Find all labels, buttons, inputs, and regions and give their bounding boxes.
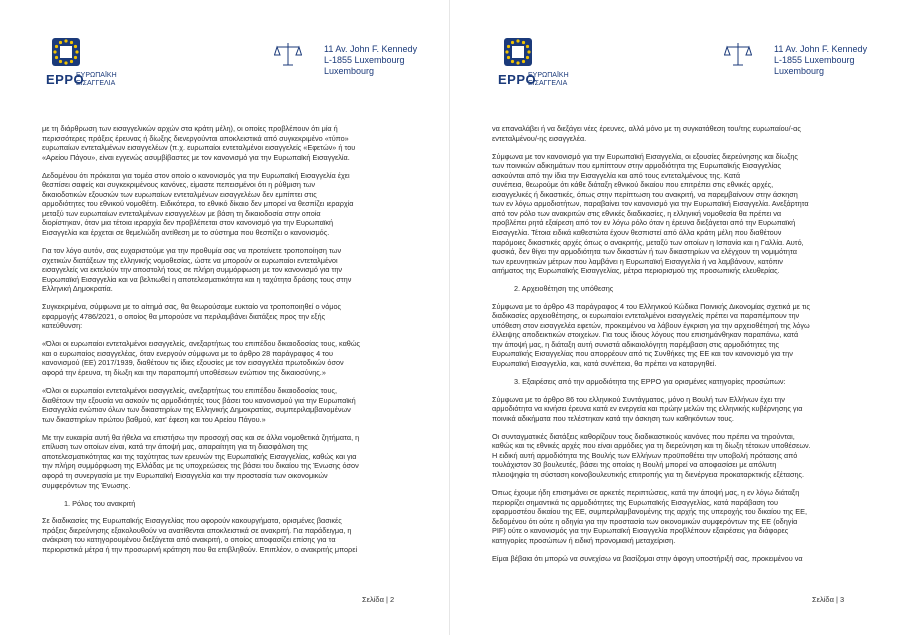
text-line: με τη διάρθρωση των εισαγγελικών αρχών στα κράτη μέλη), οι οποίες προβλέπουν ότι μία ή xyxy=(42,124,338,133)
text-line: διορίστηκαν, όταν μια τέτοια ιεραρχία δεν προβλέπεται στον κανονισμό για την Ευρωπαϊκή xyxy=(42,218,334,228)
text-line: Σύμφωνα με το άρθρο 43 παράγραφος 4 του Ελληνικού Κώδικα Ποινικής Δικονομίας σχετικά με τις xyxy=(492,301,810,311)
paragraph xyxy=(492,124,856,143)
text-line: θεσπίσει σαφείς και συγκεκριμένους κανόνες, είμαστε πεπεισμένοι ότι η ρύθμιση των xyxy=(42,180,316,190)
text-line: σχετικών διατάξεων της ελληνικής νομοθεσίας, ώστε να μπορούν οι ευρωπαίοι εντεταλμένοι xyxy=(42,255,338,265)
text-line: την άποψή μας, η διάταξη αυτή συνιστά αδικαιολόγητη παρέμβαση στις αρμοδιότητες της xyxy=(492,339,780,349)
text-line: των ερευνητικών μέτρων που λαμβάνει η Ευρωπαϊκή Εισαγγελία ή να λαμβάνουν, κατόπιν xyxy=(492,256,783,266)
text-line: Εισαγγελία. Τέτοια ειδικά καθεστώτα έχουν θεσπιστεί από άλλα κράτη μέλη που διαθέτουν xyxy=(492,227,782,237)
paragraph xyxy=(492,488,856,545)
text-line: των δικαστηρίων πρώτου βαθμού, κατ' έφεση και του Αρείου Πάγου.» xyxy=(42,414,266,424)
text-line: ποινικά αδικήματα που τελέστηκαν κατά την άσκηση των καθηκόντων τους. xyxy=(492,413,734,423)
section-heading-2: 2. Αρχειοθέτηση της υπόθεσης xyxy=(514,284,614,294)
text-line: Με την ευκαιρία αυτή θα ήθελα να επιστήσω την προσοχή σας και σε άλλα νομοθετικά ζητήματα, η xyxy=(42,432,360,442)
text-line: φυσικά, δεν θίγει την αρμοδιότητα των δικαστών ή των δικαστηρίων να ελέγχουν τη νομιμότητα xyxy=(492,247,797,257)
text-line: διαδικασίες αρχειοθέτησης, οι ευρωπαίοι εντεταλμένοι εισαγγελείς πρέπει να παραπέμπουν την xyxy=(492,311,800,321)
text-line: Είμαι βέβαια ότι μπορώ να συνεχίσω να βασίζομαι στην άφογη υποστήριξή σας, προκειμένου να xyxy=(492,553,803,563)
text-line: από τον ρόλο των ανακριτών στις εθνικές διαδικασίες, η ελληνική νομοθεσία θα πρέπει να xyxy=(492,208,782,218)
paragraph xyxy=(42,171,406,238)
eppo-logo xyxy=(42,30,118,87)
text-line: καθώς και τις εθνικές αρχές που είναι αρμόδιες για τη διερεύνηση και τη δίωξη τέτοιων υποθέσεων. xyxy=(492,441,811,451)
text-line: και ο ευρωπαίος εισαγγελέας, όταν ενεργούν σύμφωνα με το άρθρο 28 παράγραφος 4 του xyxy=(42,348,333,358)
text-line: Σε διαδικασίες της Ευρωπαϊκής Εισαγγελίας που αφορούν κακουργήματα, ορισμένες βασικές xyxy=(42,516,342,526)
text-line: Ελληνική Δημοκρατία. xyxy=(42,284,113,294)
text-line: αφορά την έρευνα, τη δίωξη και την παραπομπή υποθέσεων ενώπιον της δικαιοσύνης.» xyxy=(42,368,326,378)
text-line: έλλειψης αποδεικτικών στοιχείων. Για τους ίδιους λόγους που επισημάνθηκαν παραπάνω, κατά xyxy=(492,330,799,340)
text-line: κατεύθυνση: xyxy=(42,321,83,331)
text-line: Ευρωπαϊκή Εισαγγελία, και, κατά συνέπεια, θα πρέπει να καταργηθεί. xyxy=(492,359,717,369)
text-line: ανάκριση του κατηγορουμένου διεξάγεται από ανακριτή, ο οποίος αποφασίζει επίσης για τα xyxy=(42,535,336,545)
address-line: 11 Av. John F. Kennedy xyxy=(774,44,868,54)
text-line: τουλάχιστον 30 βουλευτές, βάσει της οποίας η Βουλή μπορεί να αποφασίσει με απόλυτη xyxy=(492,460,777,470)
text-line: εφαρμοστέου δικαίου της ΕΕ, συμπεριλαμβανομένης της αρχής της υπεροχής του δικαίου της ΕΕ, xyxy=(492,507,808,517)
eu-stars-logo-icon xyxy=(496,30,540,74)
text-line: συνέπεια, θεωρούμε ότι κάθε διάταξη εθνικού δικαίου που επιτρέπει στις εθνικές αρχές, xyxy=(492,180,774,190)
page-number: Σελίδα | 3 xyxy=(812,595,845,604)
paragraph xyxy=(42,246,406,294)
scales-of-justice-icon xyxy=(274,40,302,68)
text-line: αιτήματος της Ευρωπαϊκής Εισαγγελίας, μέτρα περιορισμού της προσωπικής ελευθερίας. xyxy=(492,266,780,276)
address-line: L-1855 Luxembourg xyxy=(774,55,855,65)
text-line: επίλυση των οποίων είναι, κατά την άποψή μας, απαραίτητη για τη διασφάλιση της xyxy=(42,442,308,452)
logo-sub-line: ΕΙΣΑΓΓΕΛΙΑ xyxy=(528,80,568,87)
text-line: Δεδομένου ότι πρόκειται για τομέα στον οποίο ο κανονισμός για την Ευρωπαϊκή Εισαγγελία έχει xyxy=(42,170,350,180)
text-line: προβλέπει ρητά εξαίρεση από τον εν λόγω ρόλο όταν η έρευνα διεξάγεται από την Ευρωπαϊκή xyxy=(492,218,796,228)
text-line: Σύμφωνα με τον κανονισμό για την Ευρωπαϊκή Εισαγγελία, οι εξουσίες διερεύνησης και δίωξης xyxy=(492,151,798,161)
logo-sub-line: ΕΥΡΩΠΑΪΚΗ xyxy=(76,72,117,79)
text-line: αφορά τη συνεργασία με την Ευρωπαϊκή Εισαγγελία και την προστασία των οικονομικών xyxy=(42,470,328,480)
text-line: ασκούνται από την ίδια την Εισαγγελία και από τους εντεταλμένους της. Κατά xyxy=(492,170,741,180)
text-line: να επαναλάβει ή να διεξάγει νέες έρευνες, αλλά μόνο με τη συγκατάθεση του/της ευρωπαίου/-ας xyxy=(492,124,801,133)
document-page-3 xyxy=(450,0,899,635)
paragraph xyxy=(42,516,406,554)
quote-paragraph xyxy=(42,339,406,377)
logo-sub-line: ΕΥΡΩΠΑΪΚΗ xyxy=(528,72,569,79)
text-line: των εν λόγω αρμοδιοτήτων, παραβαίνει τον κανονισμό για την Ευρωπαϊκή Εισαγγελία. Ανεξάρτητα xyxy=(492,199,809,209)
text-line: συμφερόντων της Ένωσης. xyxy=(42,480,131,490)
text-line: πλειοψηφία τη σύσταση κοινοβουλευτικής επιτροπής για τη διενέργεια προκαταρκτικής εξέτασης. xyxy=(492,469,805,479)
text-line: αρμοδιότητες του εθνικού νομοθέτη. Ειδικότερα, το εθνικό δίκαιο δεν μπορεί να θεσπίζει ιεραρχία xyxy=(42,199,354,209)
logo-subtitle xyxy=(528,72,588,88)
page-number: Σελίδα | 2 xyxy=(362,595,395,604)
text-line: PIF) ούτε ο κανονισμός για την Ευρωπαϊκή Εισαγγελία προβλέπουν εξαιρέσεις για διάφορες xyxy=(492,526,789,536)
address-block xyxy=(774,44,867,77)
section-heading-3: 3. Εξαιρέσεις από την αρμοδιότητα της EPPO για ορισμένες κατηγορίες προσώπων: xyxy=(514,377,786,387)
paragraph xyxy=(492,152,856,276)
paragraph xyxy=(42,302,406,331)
logo-sub-line: ΕΙΣΑΓΓΕΛΙΑ xyxy=(76,80,116,87)
logo-acronym: EPPO xyxy=(498,72,537,87)
paragraph xyxy=(492,302,856,369)
paragraph xyxy=(492,395,856,424)
paragraph xyxy=(42,124,406,162)
text-line: δικαιοδοτικών εξουσιών των ευρωπαίων εντεταλμένων εισαγγελέων δεν εμπίπτει στις xyxy=(42,189,317,199)
text-line: Όπως έχουμε ήδη επισημάνει σε αρκετές περιπτώσεις, κατά την άποψή μας, η εν λόγω διάταξη xyxy=(492,488,800,497)
address-line: 11 Av. John F. Kennedy xyxy=(324,44,418,54)
text-line: αποτελεσματικότητας και της ταχύτητας των ερευνών της Ευρωπαϊκής Εισαγγελίας, καθώς και για xyxy=(42,451,357,461)
section-heading-1: 1. Ρόλος του ανακριτή xyxy=(64,498,136,508)
text-line: Σύμφωνα με το άρθρο 86 του ελληνικού Συντάγματος, μόνο η Βουλή των Ελλήνων έχει την xyxy=(492,394,785,404)
address-line: L-1855 Luxembourg xyxy=(324,55,405,65)
page-body xyxy=(492,124,856,572)
eu-stars-logo-icon xyxy=(44,30,88,74)
text-line: δεδομένου ότι ούτε η οδηγία για την προστασία των οικονομικών συμφερόντων της ΕΕ (οδηγία xyxy=(492,516,798,526)
text-line: κανονισμού (ΕΕ) 2017/1939, διαθέτουν τις ίδιες εξουσίες με τον εισαγγελέα πρωτοδικών όσον xyxy=(42,358,344,368)
text-line: εφαρμογής 4786/2021, ο οποίος θα μπορούσε να περιλαμβάνει διατάξεις προς την εξής xyxy=(42,311,326,321)
text-line: «Όλοι οι ευρωπαίοι εντεταλμένοι εισαγγελείς, ανεξαρτήτως του επιπέδου δικαιοδοσίας τους, xyxy=(42,386,337,396)
address-line: Luxembourg xyxy=(324,66,375,76)
text-line: μεταξύ των ευρωπαίων εντεταλμένων εισαγγελέων με βάση τη δικαιοδοσία στην οποία xyxy=(42,208,321,218)
logo-acronym: EPPO xyxy=(46,72,85,87)
eppo-logo xyxy=(494,30,570,87)
scales-of-justice-icon xyxy=(724,40,752,68)
quote-paragraph xyxy=(42,386,406,424)
text-line: Ευρωπαϊκή Εισαγγελία και να βελτιωθεί η αποτελεσματικότητα και η ταχύτητα δράσης τους στην xyxy=(42,274,352,284)
text-line: Η ειδική αυτή αρμοδιότητα της Βουλής των Ελλήνων προϋποθέτει την υποβολή πρότασης από xyxy=(492,450,798,460)
text-line: Εισαγγελία και έρχεται σε θεμελιώδη αντίθεση με το σύστημα που θεσπίζει ο κανονισμός. xyxy=(42,227,330,237)
address-line: Luxembourg xyxy=(774,66,825,76)
text-line: «Όλοι οι ευρωπαίοι εντεταλμένοι εισαγγελείς, ανεξαρτήτως του επιπέδου δικαιοδοσίας τους, καθώς xyxy=(42,339,361,349)
logo-subtitle xyxy=(76,72,136,88)
text-line: διαθέτουν την εξουσία να ασκούν τις αρμοδιότητές τους βάσει του κανονισμού για την Ευρωπαϊκή xyxy=(42,395,356,405)
paragraph xyxy=(492,432,856,480)
text-line: εντεταλμένου/-ης εισαγγελέα. xyxy=(492,133,587,143)
text-line: Για τον λόγο αυτόν, σας ευχαριστούμε για την προθυμία σας να προτείνετε τροποποίηση των xyxy=(42,246,342,256)
text-line: «Αρείου Πάγου», είναι εγγενώς ασυμβίβαστες με τον κανονισμό για την Ευρωπαϊκή Εισαγγελία. xyxy=(42,152,350,162)
address-block xyxy=(324,44,417,77)
text-line: υπόθεση στον εισαγγελέα εφετών, προκειμένου να λάβουν έγκριση για την αρχειοθέτησή της λόγω xyxy=(492,320,810,330)
text-line: Οι συνταγματικές διατάξεις καθορίζουν τους διαδικαστικούς κανόνες που πρέπει να τηρούνται, xyxy=(492,431,795,441)
paragraph xyxy=(42,433,406,490)
text-line: κατηγορίες προσώπων ή ειδική προνομιακή μεταχείριση. xyxy=(492,535,676,545)
paragraph xyxy=(492,554,856,564)
text-line: περιοριστικά μέτρα ή την προσωρινή κράτηση που θα επιβληθούν. Επιπλέον, ο ανακριτής μπορεί xyxy=(42,544,358,554)
text-line: παρόμοιες δικαστικές αρχές όπως ο ανακριτής, μεταξύ των οποίων η Ισπανία και η Γαλλία. Αυτό, xyxy=(492,237,804,247)
text-line: περισσότερες πράξεις έρευνας ή δίωξης διενεργούνται αποκλειστικά από συγκεκριμένο «τύπο» xyxy=(42,133,349,143)
text-line: Εισαγγελία ενώπιον όλων των δικαστηρίων της Ελληνικής Δημοκρατίας, συμπεριλαμβανομένων xyxy=(42,405,351,415)
text-line: αρμοδιότητα να κινήσει έρευνα κατά εν ενεργεία και πρώην μελών της ελληνικής κυβέρνησης για xyxy=(492,404,803,414)
text-line: πράξεις διερεύνησης εξακολουθούν να ανατίθενται αποκλειστικά σε ανακριτή. Για παράδειγμα, η xyxy=(42,525,352,535)
page-body xyxy=(42,124,406,563)
text-line: Ευρωπαϊκής Εισαγγελίας που απορρέουν από τις Συνθήκες της ΕΕ και τον κανονισμό για την xyxy=(492,349,793,359)
text-line: την πλήρη συμμόρφωση της Ελλάδας με τις υποχρεώσεις της βάσει του δικαίου της Ένωσης όσον xyxy=(42,461,359,471)
text-line: περιορίζει σημαντικά τις αρμοδιότητες της Ευρωπαϊκής Εισαγγελίας, κατά παράβαση του xyxy=(492,497,778,507)
text-line: εισαγγελείς να εκτελούν την αποστολή τους σε πλήρη συμμόρφωση με τον κανονισμό για την xyxy=(42,265,343,275)
text-line: των ποινικών αδικημάτων που εμπίπτουν στην αρμοδιότητα της Ευρωπαϊκής Εισαγγελίας xyxy=(492,161,782,171)
document-page-2 xyxy=(0,0,449,635)
text-line: Συγκεκριμένα, σύμφωνα με το αίτημά σας, θα θεωρούσαμε ευκταίο να τροποποιηθεί ο νόμος xyxy=(42,302,342,312)
text-line: ευρωπαίων εντεταλμένων εισαγγελέων (π.χ. ευρωπαίοι εντεταλμένοι εισαγγελείς «Εφετών» ή του xyxy=(42,143,356,153)
text-line: εισαγγελικές ή δικαστικές, όπως στην περίπτωση του ανακριτή, να παρεμβαίνουν στην άσκηση xyxy=(492,189,798,199)
